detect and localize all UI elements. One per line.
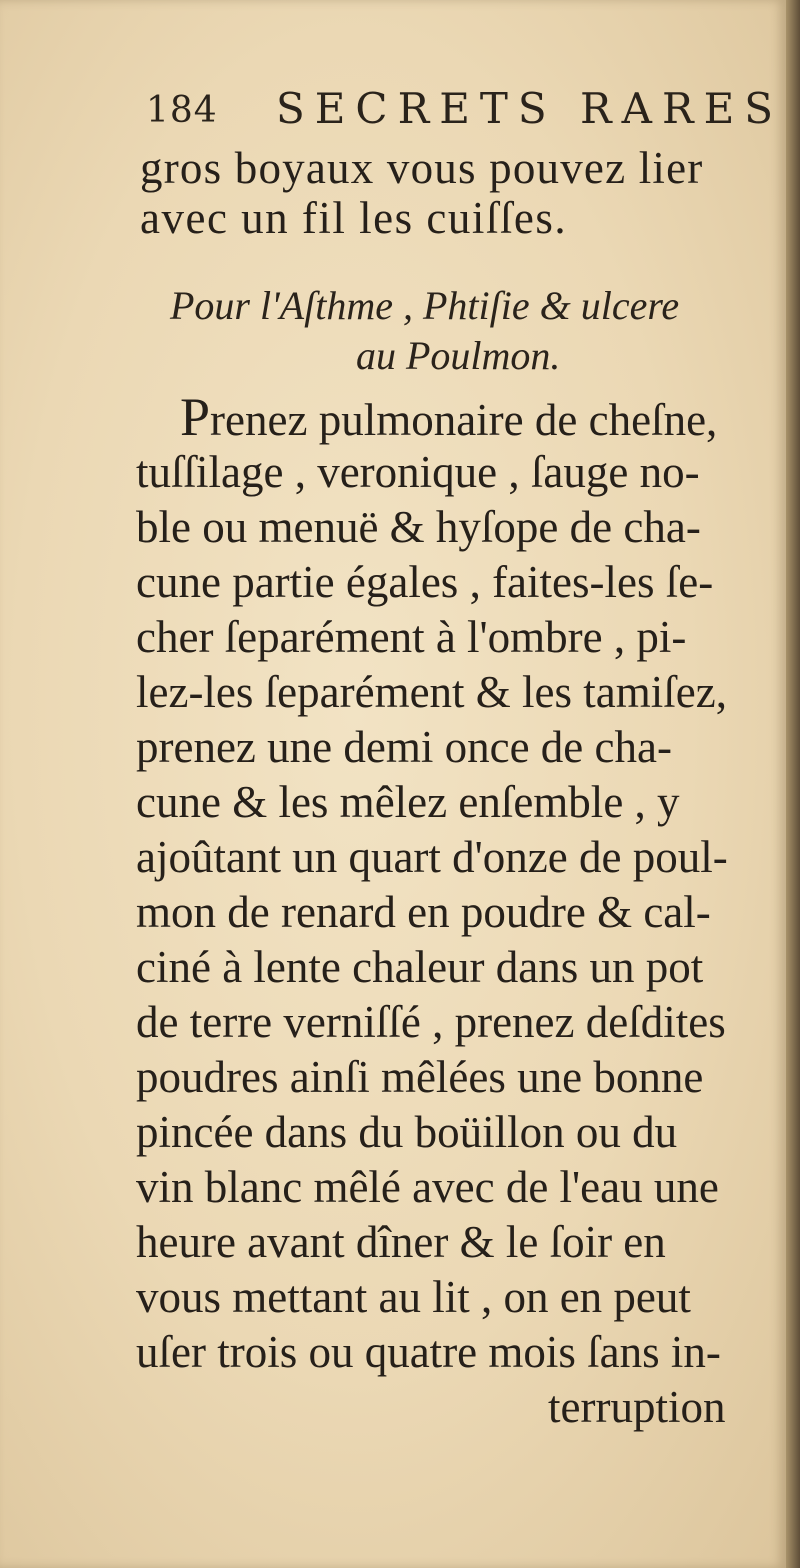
recipe-body-line: vous mettant au lit , on en peut xyxy=(136,1272,691,1322)
recipe-body-line: poudres ainſi mêlées une bonne xyxy=(136,1052,704,1102)
recipe-body-line: tuſſilage , veronique , ſauge no- xyxy=(136,447,700,497)
recipe-body-line: heure avant dîner & le ſoir en xyxy=(136,1217,666,1267)
recipe-body-line: vin blanc mêlé avec de l'eau une xyxy=(136,1162,719,1212)
recipe-body-line: lez-les ſeparément & les tamiſez, xyxy=(136,667,727,717)
recipe-body-line: cune partie égales , faites-les ſe- xyxy=(136,557,714,607)
recipe-body-line: cune & les mêlez enſemble , y xyxy=(136,777,680,827)
recipe-body-line: uſer trois ou quatre mois ſans in- xyxy=(136,1327,721,1377)
continuation-line: gros boyaux vous pouvez lier xyxy=(140,143,704,193)
running-title: SECRETS RARES xyxy=(276,84,783,133)
recipe-body-line: ajoûtant un quart d'onze de poul- xyxy=(136,832,728,882)
drop-cap: P xyxy=(180,387,211,447)
recipe-body-line: cher ſeparément à l'ombre , pi- xyxy=(136,612,687,662)
recipe-body-line: ciné à lente chaleur dans un pot xyxy=(136,942,704,992)
recipe-body-line: prenez une demi once de cha- xyxy=(136,722,672,772)
recipe-body-line: de terre verniſſé , prenez deſdites xyxy=(136,997,726,1047)
recipe-title-line1: Pour l'Aſthme , Phtiſie & ulcere xyxy=(170,283,680,328)
page-edge xyxy=(786,0,800,1568)
page-number: 184 xyxy=(146,90,218,131)
recipe-title-line2: au Poulmon. xyxy=(356,333,561,378)
page-header xyxy=(146,84,783,144)
recipe-body-line: renez pulmonaire de cheſne, xyxy=(210,395,718,445)
recipe-body-first-line xyxy=(180,387,718,447)
recipe-body-line: mon de renard en poudre & cal- xyxy=(136,887,711,937)
continuation-line: avec un fil les cuiſſes. xyxy=(140,193,568,243)
recipe-body-line: terruption xyxy=(548,1382,726,1432)
recipe-body-line: ble ou menuë & hyſope de cha- xyxy=(136,502,701,552)
recipe-body-line: pincée dans du boüillon ou du xyxy=(136,1107,678,1157)
